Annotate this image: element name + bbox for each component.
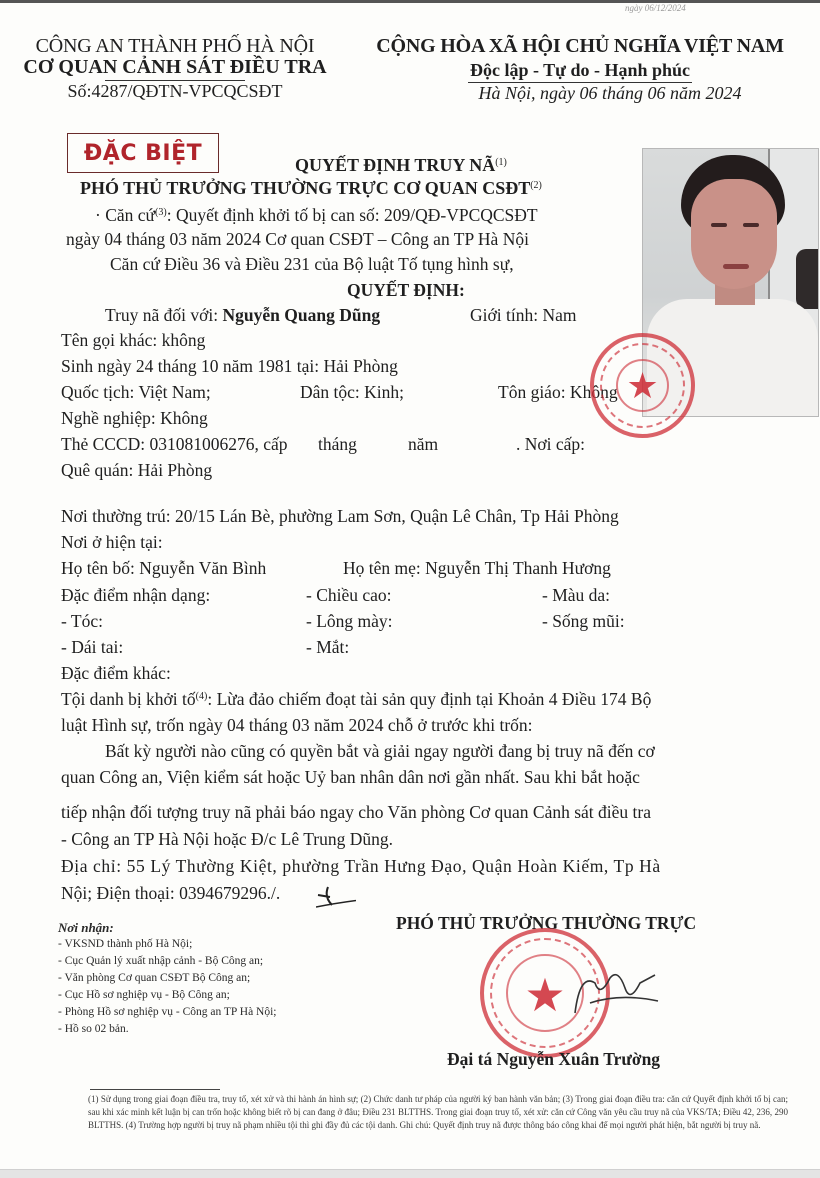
nation-motto: Độc lập - Tự do - Hạnh phúc [468,60,692,83]
issuer-title [80,178,542,199]
official-seal-photo [590,333,695,438]
id-card: Thẻ CCCD: 031081006276, cấp [61,434,288,454]
basis-text: : Quyết định khởi tố bị can số: 209/QĐ-VPCQCSĐT [166,205,538,225]
basis-line-2: ngày 04 tháng 03 năm 2024 Cơ quan CSĐT – Công an TP Hà Nội [66,229,529,249]
contact-address-1: Địa chỉ: 55 Lý Thường Kiệt, phường Trần Hưng Đạo, Quận Hoàn Kiếm, Tp Hà [61,856,661,876]
handwritten-signature-icon [570,963,650,1003]
charge-line-1 [61,689,651,710]
signer-name: Đại tá Nguyễn Xuân Trường [447,1049,661,1069]
eyes: - Mắt: [306,637,350,657]
signer-title: PHÓ THỦ TRƯỞNG THƯỜNG TRỰC [396,913,697,933]
basis-line-1 [95,205,538,226]
skin-color: - Màu da: [542,585,611,605]
other-features: Đặc điểm khác: [61,663,171,683]
star-icon: ★ [524,970,566,1021]
footnote-ref-1: (1) [495,157,507,168]
recipient-item: - Cục Quản lý xuất nhập cảnh - Bộ Công an; [58,955,264,967]
place-date: Hà Nội, ngày 06 tháng 06 năm 2024 [478,83,742,103]
identification-label: Đặc điểm nhận dạng: [61,585,211,605]
alias: Tên gọi khác: không [61,330,206,350]
agency-header [10,35,340,102]
gender: Giới tính: Nam [470,305,577,325]
earlobe: - Dái tai: [61,637,124,657]
initials-mark-icon [316,883,356,909]
wanted-name: Nguyễn Quang Dũng [222,305,381,325]
decision-title-text: QUYẾT ĐỊNH TRUY NÃ [295,155,496,175]
document-page [0,3,820,1169]
recipient-item: - Phòng Hồ sơ nghiệp vụ - Công an TP Hà Nội; [58,1006,277,1018]
wanted-label: Truy nã đối với: [105,305,223,325]
nose: - Sống mũi: [542,611,625,631]
nationality: Quốc tịch: Việt Nam; [61,382,211,402]
instruction-line-2: quan Công an, Viện kiểm sát hoặc Uỷ ban nhân dân nơi gần nhất. Sau khi bắt hoặc [61,767,640,787]
height: - Chiều cao: [306,585,392,605]
national-header [350,35,810,104]
occupation: Nghề nghiệp: Không [61,408,208,428]
father-name: Họ tên bố: Nguyễn Văn Bình [61,558,267,578]
charge-label: Tội danh bị khởi tố [61,689,196,709]
footnote-ref-4: (4) [195,691,208,702]
permanent-address: Nơi thường trú: 20/15 Lán Bè, phường Lam Sơn, Quận Lê Chân, Tp Hải Phòng [61,506,619,526]
religion: Tôn giáo: Không [498,382,618,402]
eyebrows: - Lông mày: [306,611,393,631]
id-year: năm [408,434,439,454]
charge-line-2: luật Hình sự, trốn ngày 04 tháng 03 năm 2024 chỗ ở trước khi trốn: [61,715,533,735]
basis-line-3: Căn cứ Điều 36 và Điều 231 của Bộ luật Tố tụng hình sự, [110,254,514,274]
wanted-line [105,305,380,326]
instruction-line-3: tiếp nhận đối tượng truy nã phải báo ngay cho Văn phòng Cơ quan Cảnh sát điều tra [61,802,651,822]
document-number: Số:4287/QĐTN-VPCQCSĐT [67,81,283,101]
hair: - Tóc: [61,611,103,631]
instruction-line-4: - Công an TP Hà Nội hoặc Đ/c Lê Trung Dũng. [61,829,393,849]
recipient-item: - Hồ so 02 bản. [58,1023,129,1035]
hometown: Quê quán: Hải Phòng [61,460,213,480]
instruction-line-1: Bất kỳ người nào cũng có quyền bắt và giải ngay người đang bị truy nã đến cơ [105,741,655,761]
faint-top-note: ngày 06/12/2024 [625,3,686,13]
contact-address-2: Nội; Điện thoại: 0394679296./. [61,883,281,903]
footnotes: (1) Sử dụng trong giai đoạn điều tra, truy tố, xét xử và thi hành án hình sự; (2) Chức danh tư pháp của người ký ban hành văn bản; (3) Trong giai đoạn điều tra: căn cứ Quyết định khởi tố bị can; sau khi xác minh kết luận bị can trốn hoặc không biết rõ bị can đang ở đâu; Điều 231 BLTTHS. Trong giai đoạn truy tố, xét xử: căn cứ Công văn yêu cầu truy nã của VKS/TA; Điều 42, 236, 290 BLTTHS. (4) Trường hợp người bị truy nã phạm nhiều tội thì ghi đầy đủ các tội danh. Ghi chú: Quyết định truy nã được thông báo công khai để mọi người phát hiện, bắt người bị truy nã. [88,1094,788,1130]
basis-prefix: · Căn cứ [95,205,156,225]
charge-text: : Lừa đảo chiếm đoạt tài sản quy định tại Khoản 4 Điều 174 Bộ [207,689,652,709]
special-label: ĐẶC BIỆT [67,133,219,173]
decision-heading: QUYẾT ĐỊNH: [347,280,465,300]
recipients-heading: Nơi nhận: [58,920,114,935]
mother-name: Họ tên mẹ: Nguyễn Thị Thanh Hương [343,558,611,578]
footnote-ref-2: (2) [530,180,542,191]
agency-line-2: CƠ QUAN CẢNH SÁT ĐIỀU TRA [23,56,327,78]
id-month: tháng [318,434,357,454]
issuer-title-text: PHÓ THỦ TRƯỞNG THƯỜNG TRỰC CƠ QUAN CSĐT [80,178,531,198]
star-icon: ★ [626,366,659,406]
footnote-divider [90,1089,220,1090]
agency-line-1: CÔNG AN THÀNH PHỐ HÀ NỘI [35,35,315,57]
recipient-item: - VKSND thành phố Hà Nội; [58,938,193,950]
current-address: Nơi ở hiện tại: [61,532,163,552]
birth-info: Sinh ngày 24 tháng 10 năm 1981 tại: Hải Phòng [61,356,398,376]
recipient-item: - Văn phòng Cơ quan CSĐT Bộ Công an; [58,972,251,984]
recipients-list [58,919,277,1038]
nation-line-1: CỘNG HÒA XÃ HỘI CHỦ NGHĨA VIỆT NAM [376,35,784,57]
recipient-item: - Cục Hồ sơ nghiệp vụ - Bộ Công an; [58,989,230,1001]
decision-title [295,155,507,176]
ethnicity: Dân tộc: Kinh; [300,382,405,402]
footnote-ref-3: (3) [155,207,167,218]
id-place: . Nơi cấp: [516,434,586,454]
